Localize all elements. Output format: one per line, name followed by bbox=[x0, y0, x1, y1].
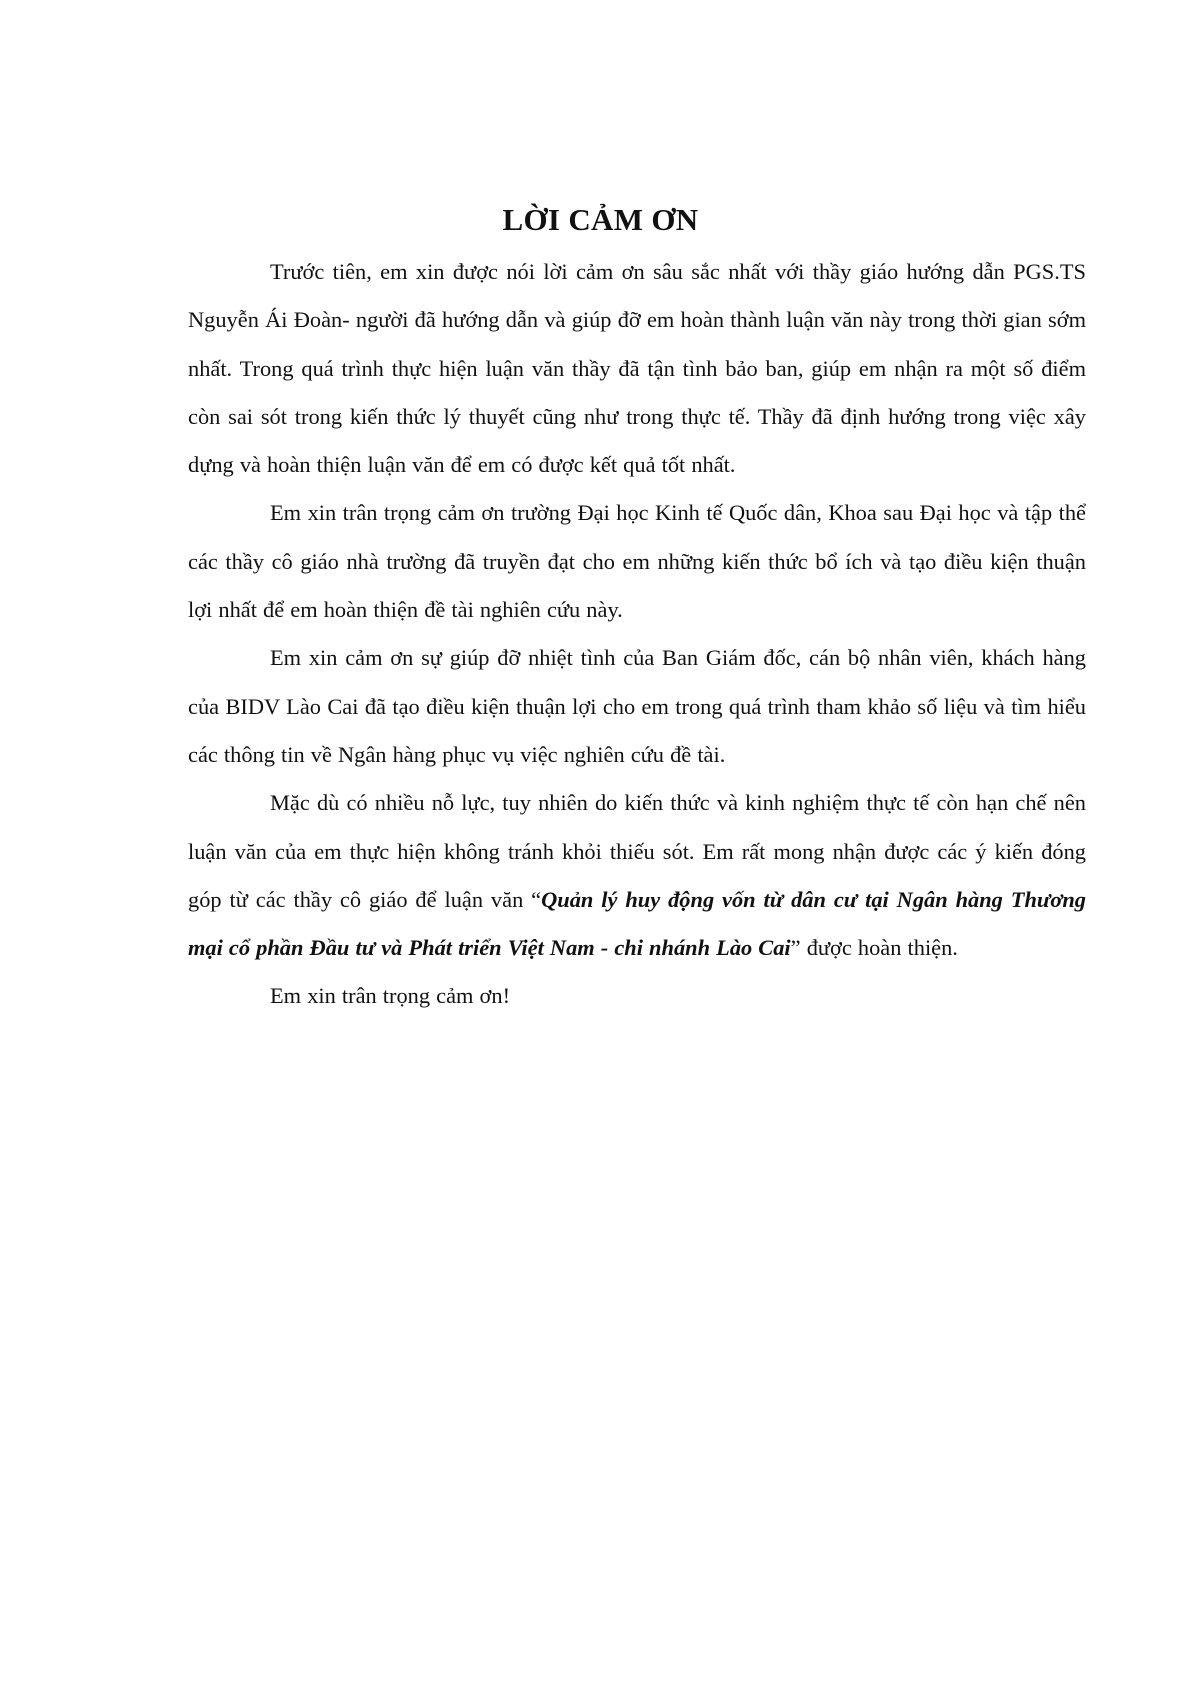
paragraph-bank-thanks: Em xin cảm ơn sự giúp đỡ nhiệt tình của Ban Giám đốc, cán bộ nhân viên, khách hàng của BIDV Lào Cai đã tạo điều kiện thuận lợi cho em trong quá trình tham khảo số liệu và tìm hiểu các thông tin về Ngân hàng phục vụ việc nghiên cứu đề tài. bbox=[188, 645, 1086, 767]
paragraph-feedback-request bbox=[188, 779, 1086, 972]
acknowledgement-body bbox=[188, 248, 1086, 1021]
paragraph-advisor-thanks: Trước tiên, em xin được nói lời cảm ơn sâu sắc nhất với thầy giáo hướng dẫn PGS.TS Nguyễn Ái Đoàn- người đã hướng dẫn và giúp đỡ em hoàn thành luận văn này trong thời gian sớm nhất. Trong quá trình thực hiện luận văn thầy đã tận tình bảo ban, giúp em nhận ra một số điểm còn sai sót trong kiến thức lý thuyết cũng như trong thực tế. Thầy đã định hướng trong việc xây dựng và hoàn thiện luận văn để em có được kết quả tốt nhất. bbox=[188, 259, 1086, 478]
page-title: LỜI CẢM ƠN bbox=[502, 202, 699, 237]
thesis-title-emphasis: Quản lý huy động vốn từ dân cư tại Ngân hàng Thương mại cổ phần Đầu tư và Phát triển Việt Nam - chi nhánh Lào Cai bbox=[188, 886, 1086, 961]
feedback-text-after: ” được hoàn thiện. bbox=[790, 935, 958, 961]
paragraph-university-thanks: Em xin trân trọng cảm ơn trường Đại học Kinh tế Quốc dân, Khoa sau Đại học và tập thể các thầy cô giáo nhà trường đã truyền đạt cho em những kiến thức bổ ích và tạo điều kiện thuận lợi nhất để em hoàn thiện đề tài nghiên cứu này. bbox=[188, 500, 1086, 623]
feedback-text-before: Mặc dù có nhiều nỗ lực, tuy nhiên do kiến thức và kinh nghiệm thực tế còn hạn chế nên luận văn của em thực hiện không tránh khỏi thiếu sót. Em rất mong nhận được các ý kiến đóng góp từ các thầy cô giáo để luận văn “ bbox=[188, 790, 1086, 912]
paragraph-closing: Em xin trân trọng cảm ơn! bbox=[270, 983, 511, 1009]
